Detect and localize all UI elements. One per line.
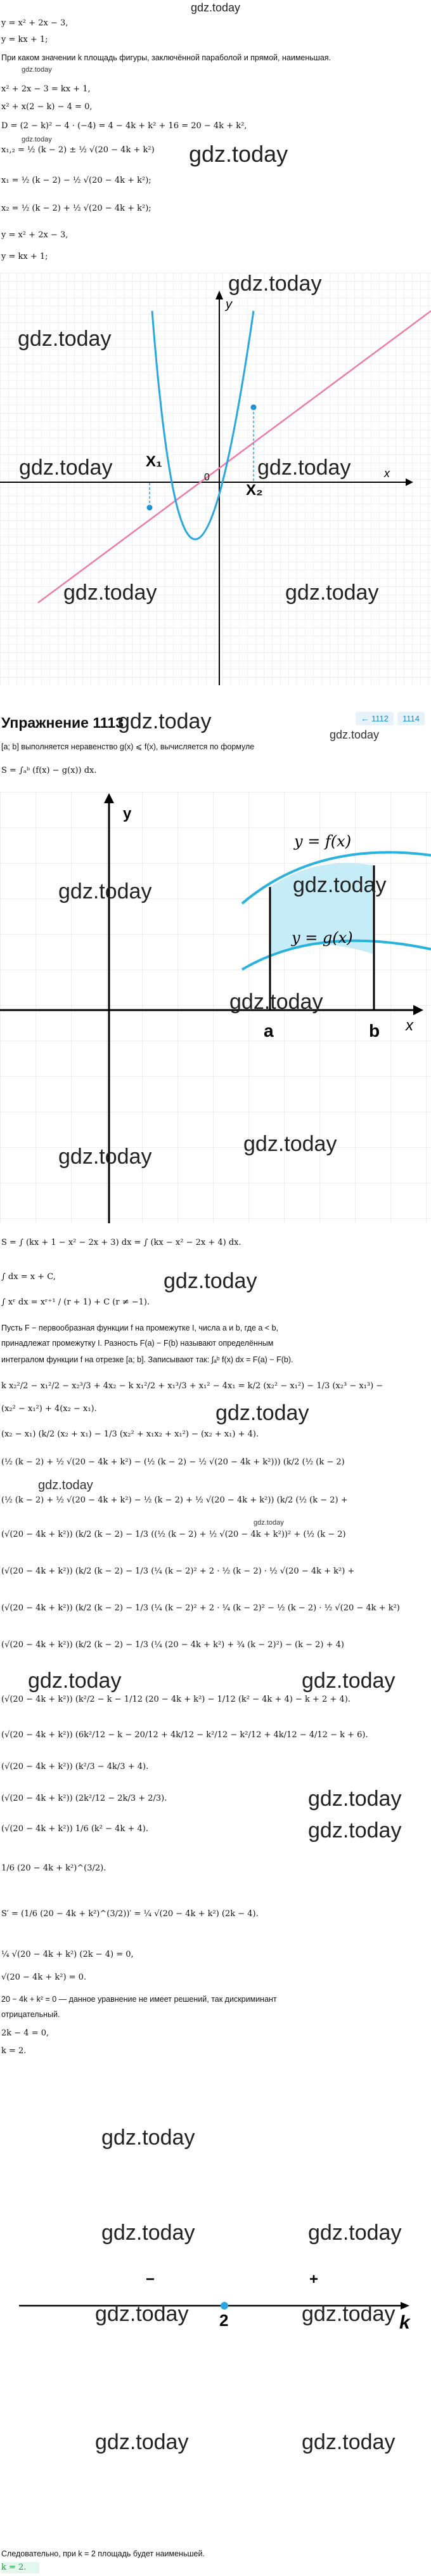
answer: k = 2. [1, 2562, 39, 2573]
formula-line: y = kx + 1; [1, 252, 48, 261]
watermark: gdz.today [95, 2302, 189, 2326]
watermark: gdz.today [38, 1478, 93, 1492]
watermark: gdz.today [254, 1519, 284, 1527]
formula-line: (√(20 − 4k + k²)) (k²/2 − k − 1/12 (20 − 4k + k²) − 1/12 (k² − 4k + 4) − k + 2 + 4). [1, 1695, 351, 1704]
critical-point [221, 2302, 228, 2310]
formula-line: (x₂ − x₁) (k/2 (x₂ + x₁) − 1/3 (x₂² + x₁x₂ + x₁²) − (x₂ + x₁) + 4). [1, 1429, 259, 1439]
next-exercise-link[interactable]: 1114 [397, 712, 425, 725]
formula-line: (√(20 − 4k + k²)) (k/2 (k − 2) − 1/3 (¼ (k − 2)² + 2 · ¼ (k − 2)² − ½ (k − 2) · ½ √(20 − 4k + k²) [1, 1603, 400, 1613]
watermark: gdz.today [308, 1818, 402, 1843]
formula-line: S = ∫ₐᵇ (f(x) − g(x)) dx. [1, 766, 97, 775]
solution-text: 20 − 4k + k² = 0 — данное уравнение не имеет решений, так дискриминант [1, 1995, 277, 2004]
formula-line: x² + x(2 − k) − 4 = 0, [1, 102, 93, 112]
formula-line: S′ = (1/6 (20 − 4k + k²)^(3/2))′ = ¼ √(20 − 4k + k²) (2k − 4). [1, 1909, 259, 1919]
formula-line: x₂ = ½ (k − 2) + ½ √(20 − 4k + k²); [1, 204, 151, 213]
watermark: gdz.today [229, 990, 323, 1014]
watermark: gdz.today [257, 456, 351, 480]
watermark: gdz.today [101, 2126, 195, 2150]
axis-label-x: x [384, 467, 390, 480]
watermark: gdz.today [330, 728, 380, 741]
formula-line: k = 2. [1, 2046, 27, 2056]
watermark: gdz.today [308, 1787, 402, 1811]
formula-line: ¼ √(20 − 4k + k²) (2k − 4) = 0, [1, 1950, 134, 1959]
formula-line: x₁ = ½ (k − 2) − ½ √(20 − 4k + k²); [1, 176, 151, 185]
watermark: gdz.today [58, 879, 152, 904]
graph-parabola-svg [0, 273, 431, 685]
formula-line: x² + 2x − 3 = kx + 1, [1, 84, 91, 94]
label-a: a [264, 1021, 274, 1041]
watermark: gdz.today [189, 141, 288, 167]
formula-line: (√(20 − 4k + k²)) (k/2 (k − 2) − 1/3 (¼ (20 − 4k + k²) + ¾ (k − 2)²) − (k − 2) + 4) [1, 1640, 344, 1650]
formula-line: ∫ dx = x + C, [1, 1272, 56, 1282]
formula-line: (√(20 − 4k + k²)) 1/6 (k² − 4k + 4). [1, 1824, 148, 1834]
point-label-x1: X₁ [146, 453, 162, 470]
number-line-figure [0, 2068, 431, 2513]
watermark: gdz.today [302, 2302, 396, 2326]
definition-text: принадлежат промежутку I. Разность F(a) − F(b) называют определённым [1, 1339, 274, 1348]
label-f: y = f(x) [294, 832, 352, 850]
formula-line: 2k − 4 = 0, [1, 2028, 49, 2038]
exercise-nav [356, 712, 425, 725]
formula-line: 1/6 (20 − 4k + k²)^(3/2). [1, 1863, 106, 1873]
formula-line: D = (2 − k)² − 4 · (−4) = 4 − 4k + k² + 16 = 20 − 4k + k², [1, 121, 247, 131]
watermark: gdz.today [95, 2430, 189, 2454]
axis-label-y: y [123, 805, 132, 822]
watermark: gdz.today [302, 1669, 396, 1693]
graph-area-svg [0, 792, 431, 1223]
formula-line: (√(20 − 4k + k²)) (k²/3 − 4k/3 + 4). [1, 1762, 149, 1771]
origin-label: 0 [204, 472, 210, 483]
graph-parabola-line [0, 273, 431, 685]
watermark: gdz.today [58, 1145, 152, 1169]
formula-line: y = x² + 2x − 3, [1, 18, 68, 28]
formula-line: x₁,₂ = ½ (k − 2) ± ½ √(20 − 4k + k²) [1, 145, 155, 155]
problem-statement: При каком значении k площадь фигуры, заключённой параболой и прямой, наименьшая. [1, 53, 331, 62]
formula-line: (√(20 − 4k + k²)) (k/2 (k − 2) − 1/3 (¼ (k − 2)² + 2 · ½ (k − 2) · ½ √(20 − 4k + k²) + [1, 1567, 355, 1576]
sign-minus: − [146, 2271, 155, 2288]
definition-text: Пусть F − первообразная функции f на промежутке I, числа a и b, где a < b, [1, 1324, 278, 1332]
axis-label-y: y [226, 298, 232, 312]
formula-line: ∫ xʳ dx = xʳ⁺¹ / (r + 1) + C (r ≠ −1). [1, 1298, 150, 1307]
formula-line: k x₂²/2 − x₁²/2 − x₂³/3 + 4x₂ − k x₁²/2 + x₁³/3 + x₁² − 4x₁ = k/2 (x₂² − x₁²) − 1/3 (x₂³ − x₁³) − [1, 1381, 383, 1391]
graph-area-between-curves [0, 792, 431, 1223]
formula-line: (½ (k − 2) + ½ √(20 − 4k + k²) − ½ (k − 2) + ½ √(20 − 4k + k²)) (k/2 (½ (k − 2) + [1, 1495, 348, 1505]
formula-line: √(20 − 4k + k²) = 0. [1, 1973, 87, 1982]
watermark: gdz.today [22, 66, 52, 74]
definition-text: [a; b] выполняется неравенство g(x) ⩽ f(x), вычисляется по формуле [1, 742, 255, 751]
watermark: gdz.today [228, 273, 322, 296]
exercise-title: Упражнение 1113 [1, 714, 124, 731]
formula-line: y = x² + 2x − 3, [1, 230, 68, 240]
watermark: gdz.today [28, 1669, 122, 1693]
critical-point-label: 2 [219, 2311, 229, 2330]
prev-exercise-link[interactable]: ← 1112 [356, 712, 394, 725]
conclusion-text: Следовательно, при k = 2 площадь будет наименьшей. [1, 2549, 205, 2558]
number-line-svg [0, 2068, 431, 2513]
watermark: gdz.today [308, 2221, 402, 2245]
formula-line: (√(20 − 4k + k²)) (k/2 (k − 2) − 1/3 ((½ (k − 2) + ½ √(20 − 4k + k²))² + (½ (k − 2) [1, 1530, 346, 1539]
formula-line: (½ (k − 2) + ½ √(20 − 4k + k²) − (½ (k − 2) − ½ √(20 − 4k + k²))) (k/2 (½ (k − 2) [1, 1457, 345, 1467]
solution-text: отрицательный. [1, 2010, 60, 2019]
formula-line: (x₂² − x₁²) + 4(x₂ − x₁). [1, 1404, 97, 1414]
watermark: gdz.today [118, 709, 212, 733]
formula-line: (√(20 − 4k + k²)) (6k²/12 − k − 20/12 + 4k/12 − k²/12 − k²/12 + 4k/12 − 4/12 − k + 6). [1, 1730, 368, 1740]
formula-line: y = kx + 1; [1, 35, 48, 44]
watermark: gdz.today [293, 873, 387, 897]
watermark: gdz.today [19, 456, 113, 480]
watermark: gdz.today [302, 2430, 396, 2454]
label-b: b [369, 1021, 380, 1041]
watermark: gdz.today [243, 1132, 337, 1156]
label-g: y = g(x) [292, 929, 353, 947]
watermark: gdz.today [101, 2221, 195, 2245]
watermark: gdz.today [285, 581, 379, 605]
site-logo[interactable]: gdz.today [190, 1, 241, 14]
axis-label-x: x [406, 1017, 413, 1034]
watermark: gdz.today [164, 1269, 257, 1293]
watermark: gdz.today [216, 1401, 309, 1425]
axis-label-k: k [399, 2312, 410, 2333]
watermark: gdz.today [22, 136, 52, 143]
definition-text: интегралом функции f на отрезке [a; b]. Записывают так: ∫ₐᵇ f(x) dx = F(a) − F(b). [1, 1355, 293, 1364]
watermark: gdz.today [63, 581, 157, 605]
formula-line: S = ∫ (kx + 1 − x² − 2x + 3) dx = ∫ (kx − x² − 2x + 4) dx. [1, 1238, 241, 1247]
formula-line: (√(20 − 4k + k²)) (2k²/12 − 2k/3 + 2/3). [1, 1794, 167, 1803]
point-label-x2: X₂ [246, 482, 263, 499]
sign-plus: + [309, 2271, 319, 2288]
watermark: gdz.today [18, 327, 112, 351]
